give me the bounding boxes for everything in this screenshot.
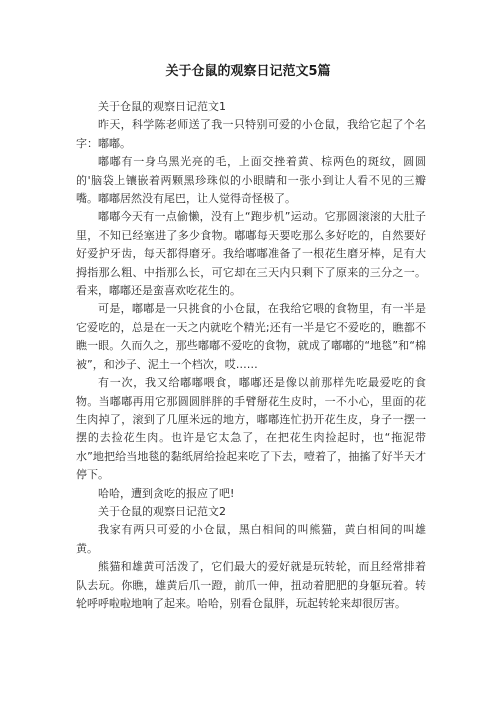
section-heading-1: 关于仓鼠的观察日记范文1 bbox=[98, 100, 226, 113]
paragraph: 我家有两只可爱的小仓鼠，黑白相间的叫熊猫，黄白相间的叫雄黄。 bbox=[76, 523, 426, 555]
paragraph: 有一次，我又给嘟嘟喂食，嘟嘟还是像以前那样先吃最爱吃的食物。当嘟嘟再用它那圆圆胖胖的手臂掰花生皮时，一不小心，里面的花生肉掉了，滚到了几厘米远的地方，嘟嘟连忙扔开花生皮，身子一摆一摆的去捡花生肉。也许是它太急了，在把花生肉捡起时，也“拖泥带水”地把给当地毯的黏纸屑给捡起来吃了下去，噎着了，抽搐了好半天才停下。 bbox=[76, 376, 426, 482]
section-heading-2: 关于仓鼠的观察日记范文2 bbox=[98, 504, 226, 518]
document-body bbox=[76, 98, 426, 613]
document-title: 关于仓鼠的观察日记范文5篇 bbox=[165, 64, 331, 79]
paragraph: 哈哈，遭到贪吃的报应了吧! bbox=[98, 486, 235, 500]
paragraph: 熊猫和雄黄可活泼了，它们最大的爱好就是玩转轮，而且经常排着队去玩。你瞧，雄黄后爪一蹬，前爪一伸，扭动着肥肥的身躯玩着。转轮呼呼啦啦地响了起来。哈哈，别看仓鼠胖，玩起转轮来却很厉害。 bbox=[76, 560, 426, 610]
paragraph: 可是，嘟嘟是一只挑食的小仓鼠，在我给它喂的食物里，有一半是它爱吃的，总是在一天之内就吃个精光;还有一半是它不爱吃的，瞧都不瞧一眼。久而久之，那些嘟嘟不爱吃的食物，就成了嘟嘟的“地毯”和“棉被”，和沙子、泥土一个档次，哎…… bbox=[76, 302, 426, 371]
paragraph: 昨天，科学陈老师送了我一只特别可爱的小仓鼠，我给它起了个名字：嘟嘟。 bbox=[76, 118, 426, 150]
paragraph: 嘟嘟有一身乌黑光亮的毛，上面交挫着黄、棕两色的斑纹，圆圆的'脑袋上镶嵌着两颗黑珍珠似的小眼睛和一张小到让人看不见的三瓣嘴。嘟嘟居然没有尾巴，让人觉得奇怪极了。 bbox=[76, 155, 426, 206]
paragraph: 嘟嘟今天有一点偷懒，没有上“跑步机”运动。它那圆滚滚的大肚子里，不知已经塞进了多少食物。嘟嘟每天要吃那么多好吃的，自然要好好爱护牙齿，每天都得磨牙。我给嘟嘟准备了一根花生磨牙棒，足有大拇指那么粗、中指那么长，可它却在三天内只剩下了原来的三分之一。看来，嘟嘟还是蛮喜欢吃花生的。 bbox=[76, 210, 426, 298]
